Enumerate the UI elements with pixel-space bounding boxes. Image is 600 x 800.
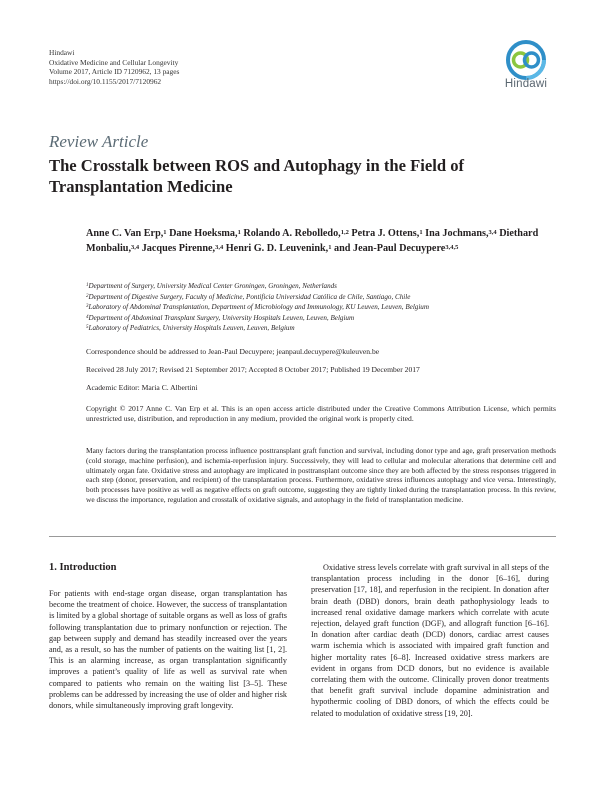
affiliation-text: Laboratory of Pediatrics, University Hospitals Leuven, Leuven, Belgium bbox=[88, 324, 295, 333]
hindawi-logo-icon bbox=[506, 40, 546, 80]
affiliation-text: Laboratory of Abdominal Transplantation, Department of Microbiology and Immunology, KU Leuven, Leuven, Belgium bbox=[88, 303, 429, 312]
author-name: Ina Jochmans, bbox=[425, 228, 489, 239]
doi-link[interactable]: https://doi.org/10.1155/2017/7120962 bbox=[49, 76, 162, 86]
affiliation-item bbox=[86, 313, 556, 324]
section-divider bbox=[49, 536, 556, 537]
affiliation-number: 3 bbox=[86, 304, 89, 310]
affiliation-list bbox=[86, 281, 556, 334]
affiliation-item bbox=[86, 323, 556, 334]
affiliation-number: 2 bbox=[86, 293, 89, 299]
author-name: Rolando A. Rebolledo, bbox=[243, 228, 341, 239]
author-affiliation-sup: 1 bbox=[328, 244, 332, 252]
section-heading: 1. Introduction bbox=[49, 562, 117, 573]
intro-paragraph-left: For patients with end-stage organ disease, organ transplantation has become the treatment of choice. However, the success of transplantation is limited by a global shortage of suitable organs as well as loss of grafts following transplantation due to primary nonfunction or rejection. The gap between supply and demand has steadily increased over the years and, as a result, so has the number of patients on the waiting list [1, 2]. This is an alarming increase, as organ transplantation significantly improves a patient’s quality of life as well as survival rate when compared to patients who remain on the waiting list [3–5]. These problems can be addressed by increasing the use of older and higher risk donors, while simultaneously improving graft longevity. bbox=[49, 589, 287, 711]
affiliation-number: 1 bbox=[86, 283, 89, 288]
author-name: Dane Hoeksma, bbox=[169, 228, 238, 239]
article-title: The Crosstalk between ROS and Autophagy in the Field of Transplantation Medicine bbox=[49, 156, 465, 196]
publication-dates: Received 28 July 2017; Revised 21 September 2017; Accepted 8 October 2017; Published 19 December 2017 bbox=[86, 365, 420, 374]
affiliation-item bbox=[86, 302, 556, 313]
author-list bbox=[86, 226, 556, 256]
hindawi-logo bbox=[497, 40, 555, 102]
author-name: Diethard Monbaliu, bbox=[86, 228, 539, 255]
logo-wordmark: Hindawi bbox=[504, 78, 548, 90]
abstract-text: Many factors during the transplantation process influence posttransplant graft function and survival, including donor type and age, graft preservation methods (cold storage, machine perfusion), and ischemia-reperfusion injury. Successively, they will lead to cellular and molecular alterations that determine cell and ultimately organ fate. Oxidative stress and autophagy are implicated in posttransplant outcome since they are both affected by the stress responses triggered in each step (donor, preservation, and recipient) of the transplantation process. Furthermore, oxidative stress influences autophagy and vice versa. Interestingly, both processes have positive as well as negative effects on graft outcome, suggesting they are tightly linked during the transplantation process. In this review, we discuss the importance, regulation and crosstalk of oxidative signals, and autophagy in the field of transplantation medicine. bbox=[86, 446, 556, 504]
correspondence-line: Correspondence should be addressed to Jean-Paul Decuypere; jeanpaul.decuypere@kuleuven.be bbox=[86, 347, 380, 356]
author-name: Petra J. Ottens, bbox=[351, 228, 420, 239]
academic-editor: Academic Editor: Maria C. Albertini bbox=[86, 383, 198, 392]
affiliation-text: Department of Digestive Surgery, Faculty of Medicine, Pontificia Universidad Católica de Chile, Santiago, Chile bbox=[88, 292, 411, 301]
author-affiliation-sup: 1,2 bbox=[340, 229, 349, 236]
volume-line: Volume 2017, Article ID 7120962, 13 pages bbox=[49, 67, 180, 77]
article-type: Review Article bbox=[49, 132, 149, 151]
author-affiliation-sup: 3,4 bbox=[215, 244, 224, 252]
author-name: Henri G. D. Leuvenink, bbox=[225, 243, 329, 255]
author-affiliation-sup: 1 bbox=[419, 229, 423, 236]
journal-meta bbox=[49, 48, 179, 86]
affiliation-number: 5 bbox=[86, 325, 89, 331]
publisher-name: Hindawi bbox=[49, 48, 75, 57]
intro-paragraph-right: Oxidative stress levels correlate with graft survival in all steps of the transplantation process including in the donor [6–16], during preservation [17, 18], and reperfusion in the recipient. In donation after brain death (DBD) donors, brain death pathophysiology leads to increased renal oxidative damage markers which correlate with acute rejection, delayed graft function (DGF), and allograft function [6–16]. In donation after cardiac death (DCD) donors, cardiac arrest causes warm ischemia which is associated with impaired graft function and higher mortality rates [6–8]. Increased oxidative stress markers are evident in organs from DCD donors, but no evidence is available correlating them with the outcome. Clinically proven donor treatments that benefit graft survival include dopamine administration and hypothermic cooling of DBD donors, of which the effects could be related to modulation of oxidative stress [19, 20]. bbox=[311, 563, 549, 718]
author-name: Jacques Pirenne, bbox=[141, 243, 216, 255]
author-name: and Jean-Paul Decuypere bbox=[334, 243, 446, 255]
author-affiliation-sup: 3,4 bbox=[488, 229, 497, 236]
copyright-notice: Copyright © 2017 Anne C. Van Erp et al. This is an open access article distributed under the Creative Commons Attribution License, which permits unrestricted use, distribution, and reproduction in any medium, provided the original work is properly cited. bbox=[86, 404, 556, 423]
author-affiliation-sup: 1 bbox=[163, 229, 167, 236]
author-affiliation-sup: 3,4,5 bbox=[445, 244, 459, 252]
affiliation-item bbox=[86, 281, 556, 292]
affiliation-text: Department of Surgery, University Medical Center Groningen, Groningen, Netherlands bbox=[88, 282, 337, 290]
journal-name: Oxidative Medicine and Cellular Longevity bbox=[49, 57, 179, 67]
affiliation-text: Department of Abdominal Transplant Surgery, University Hospitals Leuven, Leuven, Belgium bbox=[88, 313, 355, 322]
affiliation-item bbox=[86, 292, 556, 303]
author-affiliation-sup: 1 bbox=[237, 229, 241, 236]
author-affiliation-sup: 3,4 bbox=[131, 244, 140, 252]
affiliation-number: 4 bbox=[86, 314, 89, 320]
author-name: Anne C. Van Erp, bbox=[86, 228, 164, 239]
